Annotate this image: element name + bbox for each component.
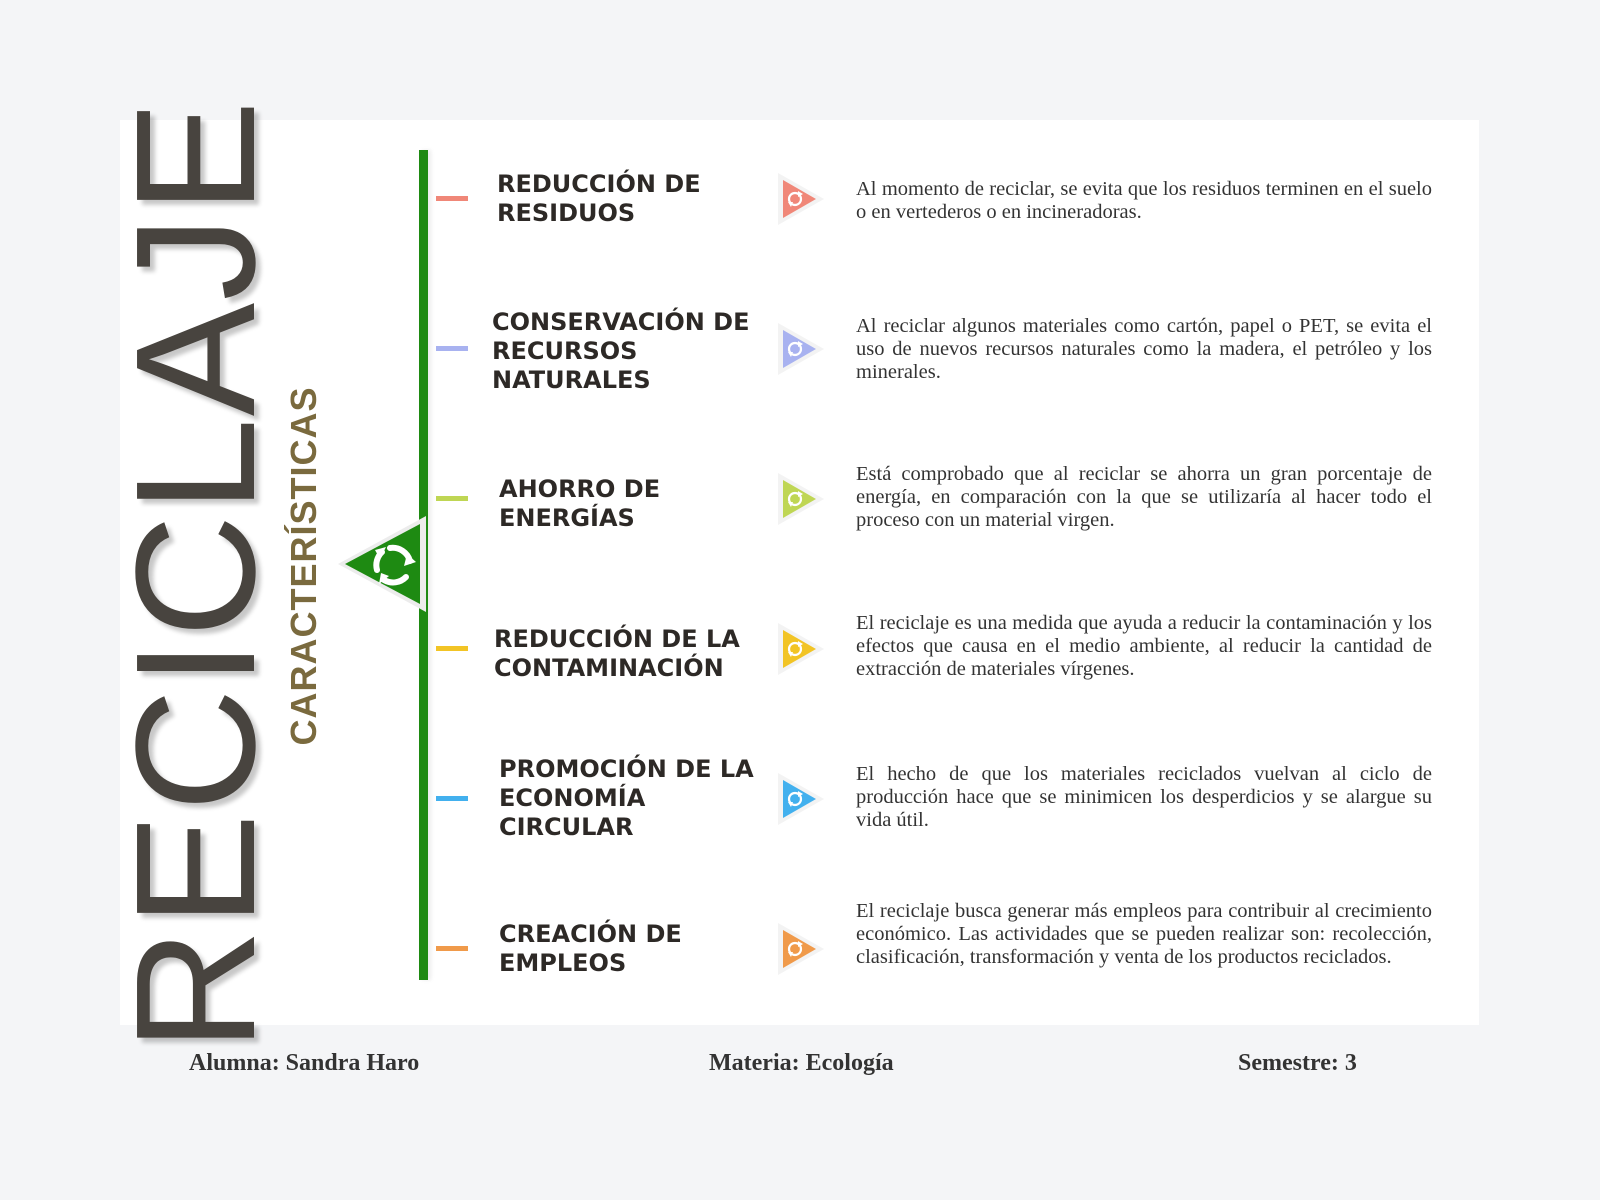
timeline-tick-4 <box>436 646 468 651</box>
item-heading-4: REDUCCIÓN DE LA CONTAMINACIÓN <box>494 625 740 682</box>
item-heading-3: AHORRO DE ENERGÍAS <box>499 475 661 532</box>
footer-semester: Semestre: 3 <box>1238 1050 1357 1076</box>
item-description-4: El reciclaje es una medida que ayuda a reducir la contaminación y los efectos que causa en el medio ambiente, al reducir la cantidad de extracción de materiales vírgenes. <box>856 612 1432 680</box>
timeline-tick-2 <box>436 346 468 351</box>
recycle-marker-icon <box>776 621 826 677</box>
item-heading-6: CREACIÓN DE EMPLEOS <box>499 920 682 977</box>
item-description-2: Al reciclar algunos materiales como cartón, papel o PET, se evita el uso de nuevos recursos naturales como la madera, el petróleo y los minerales. <box>856 315 1432 383</box>
recycle-icon <box>334 508 440 620</box>
item-description-1: Al momento de reciclar, se evita que los residuos terminen en el suelo o en vertederos o en incineradoras. <box>856 178 1432 223</box>
timeline-tick-5 <box>436 796 468 801</box>
item-heading-5: PROMOCIÓN DE LA ECONOMÍA CIRCULAR <box>499 755 754 841</box>
footer-student: Alumna: Sandra Haro <box>189 1050 420 1076</box>
recycle-marker-icon <box>776 321 826 377</box>
item-description-6: El reciclaje busca generar más empleos para contribuir al crecimiento económico. Las actividades que se pueden realizar son: recolección, clasificación, transformación y venta de los productos reciclados. <box>856 900 1432 968</box>
timeline-tick-6 <box>436 946 468 951</box>
recycle-marker-icon <box>776 921 826 977</box>
item-heading-2: CONSERVACIÓN DE RECURSOS NATURALES <box>492 308 750 394</box>
footer-subject: Materia: Ecología <box>709 1050 894 1076</box>
recycle-marker-icon <box>776 771 826 827</box>
timeline-tick-1 <box>436 196 468 201</box>
timeline-tick-3 <box>436 496 468 501</box>
item-heading-1: REDUCCIÓN DE RESIDUOS <box>497 170 701 227</box>
recycle-marker-icon <box>776 171 826 227</box>
item-description-5: El hecho de que los materiales reciclados vuelvan al ciclo de producción hace que se minimicen los desperdicios y se alargue su vida útil. <box>856 763 1432 831</box>
recycle-marker-icon <box>776 471 826 527</box>
main-title: RECICLAJE <box>101 98 291 1052</box>
subtitle: CARACTERÍSTICAS <box>283 386 324 746</box>
item-description-3: Está comprobado que al reciclar se ahorra un gran porcentaje de energía, en comparación con la que se utilizaría al hacer todo el proceso con un material virgen. <box>856 463 1432 531</box>
